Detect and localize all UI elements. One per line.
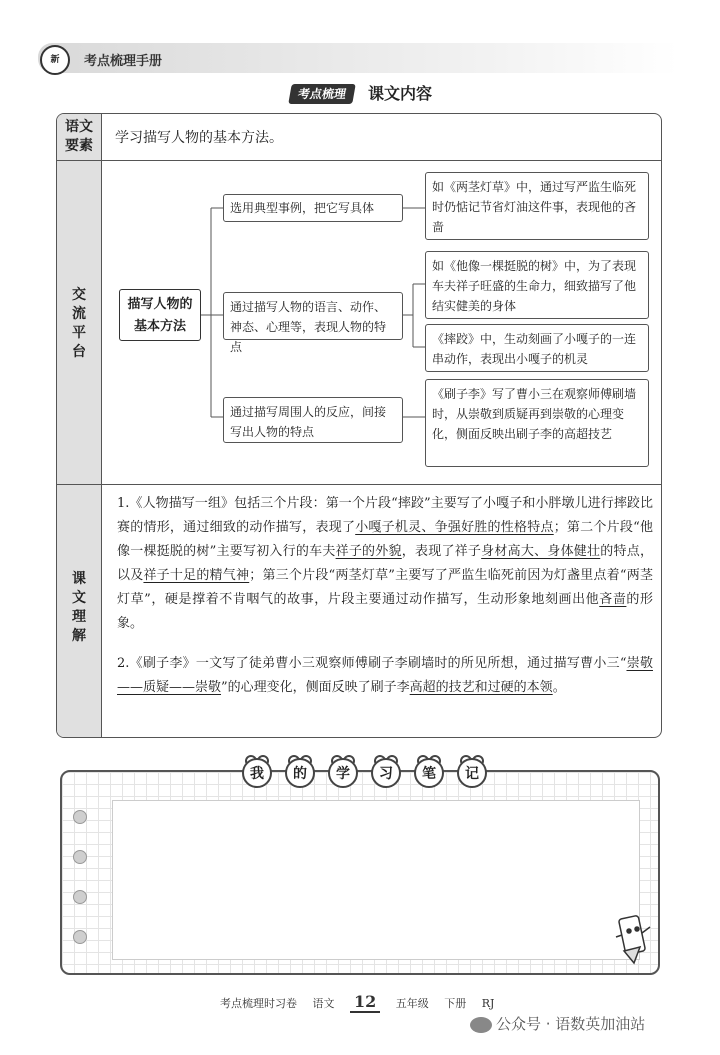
binder-ring-icon bbox=[73, 890, 87, 904]
label-line: 语文 bbox=[65, 119, 93, 135]
binder-ring-icon bbox=[73, 930, 87, 944]
page-footer bbox=[220, 992, 506, 1013]
mindmap-root bbox=[119, 289, 201, 341]
method-typical-example: 选用典型事例，把它写具体 bbox=[223, 194, 403, 222]
text: ，表现了祥子 bbox=[401, 544, 482, 559]
footer-book: 考点梳理时习卷 bbox=[220, 997, 297, 1010]
underlined-answer: 祥子十足的精气神 bbox=[143, 568, 250, 583]
text: ”的心理变化，侧面反映了刷子李 bbox=[221, 680, 410, 695]
comprehension-paragraph-1 bbox=[117, 492, 653, 636]
underlined-answer: 身材高大、身体健壮 bbox=[481, 544, 601, 559]
footer-subject: 语文 bbox=[312, 997, 335, 1010]
underlined-answer: 高超的技艺和过硬的本领 bbox=[409, 680, 553, 695]
study-notes-area bbox=[60, 766, 660, 975]
binder-ring-icon bbox=[73, 810, 87, 824]
label-line: 流 bbox=[72, 306, 86, 322]
section-tag: 考点梳理 bbox=[288, 84, 356, 104]
notes-title-char: 习 bbox=[371, 758, 401, 788]
row1-text: 学习描写人物的基本方法。 bbox=[115, 130, 283, 146]
example-tingtuo-de-shu: 如《他像一棵挺脱的树》中，为了表现车夫祥子旺盛的生命力，细致描写了他结实健美的身体 bbox=[425, 251, 649, 319]
row-label-kewen-lijie bbox=[57, 570, 101, 646]
watermark bbox=[470, 1013, 645, 1034]
notes-title-char: 我 bbox=[242, 758, 272, 788]
label-line: 文 bbox=[72, 590, 86, 606]
underlined-answer: 祥子的外貌 bbox=[335, 544, 402, 559]
label-line: 平 bbox=[72, 325, 86, 341]
example-shuazili: 《刷子李》写了曹小三在观察师傅刷墙时，从崇敬到质疑再到崇敬的心理变化，侧面反映出刷子李的高超技艺 bbox=[425, 379, 649, 467]
text: ；第二个片段“他像一棵挺脱的树”主要写初入行的车夫 bbox=[117, 520, 653, 559]
text: 的形象。 bbox=[117, 592, 653, 631]
pencil-mascot-icon bbox=[610, 907, 656, 967]
footer-edition: RJ bbox=[481, 997, 495, 1010]
root-line: 描写人物的 bbox=[127, 297, 193, 312]
publisher-logo: 新 bbox=[40, 45, 70, 75]
footer-grade: 五年级 bbox=[395, 997, 429, 1010]
text: 的特点，以及 bbox=[117, 544, 653, 583]
label-line: 交 bbox=[72, 287, 86, 303]
section-name: 课文内容 bbox=[368, 84, 433, 103]
footer-volume: 下册 bbox=[444, 997, 467, 1010]
label-line: 解 bbox=[72, 628, 86, 644]
text: 1.《人物描写一组》包括三个片段：第一个片段“摔跤”主要写了小嘎子和小胖墩儿进行摔跤比赛的情形，通过细致的动作描写，表现了 bbox=[117, 496, 653, 535]
label-line: 理 bbox=[72, 609, 86, 625]
text: 2.《刷子李》一文写了徒弟曹小三观察师傅刷子李刷墙时的所见所想，通过描写曹小三“ bbox=[117, 656, 627, 671]
example-shuaijiao: 《摔跤》中，生动刻画了小嘎子的一连串动作，表现出小嘎子的机灵 bbox=[425, 324, 649, 372]
notes-title-char: 笔 bbox=[414, 758, 444, 788]
underlined-answer: 小嘎子机灵、争强好胜的性格特点 bbox=[355, 520, 554, 535]
binder-ring-icon bbox=[73, 850, 87, 864]
underlined-answer: 吝啬 bbox=[599, 592, 627, 607]
notes-title-char: 记 bbox=[457, 758, 487, 788]
comprehension-paragraph-2 bbox=[117, 652, 653, 700]
notes-title-char: 学 bbox=[328, 758, 358, 788]
label-line: 台 bbox=[72, 344, 86, 360]
label-line: 课 bbox=[72, 571, 86, 587]
method-direct-description: 通过描写人物的语言、动作、神态、心理等，表现人物的特点 bbox=[223, 292, 403, 340]
notes-title-char: 的 bbox=[285, 758, 315, 788]
root-line: 基本方法 bbox=[133, 319, 186, 334]
underlined-answer: 崇敬——质疑——崇敬 bbox=[117, 656, 653, 695]
label-line: 要素 bbox=[65, 138, 93, 154]
notes-writing-area[interactable] bbox=[112, 800, 640, 960]
text: ；第三个片段“两茎灯草”主要写了严监生临死前因为灯盏里点着“两茎灯草”，硬是撑着不肯咽气的故事，片段主要通过动作描写，生动形象地刻画出他 bbox=[117, 568, 653, 607]
content-table bbox=[56, 113, 662, 738]
wechat-icon bbox=[470, 1017, 492, 1033]
header-title: 考点梳理手册 bbox=[84, 54, 163, 69]
page-number: 12 bbox=[350, 992, 380, 1013]
example-liangjing-dengcao: 如《两茎灯草》中，通过写严监生临死时仍惦记节省灯油这件事，表现他的吝啬 bbox=[425, 172, 649, 240]
watermark-text: 公众号 · 语数英加油站 bbox=[496, 1015, 646, 1033]
row-divider bbox=[57, 484, 661, 485]
text: 。 bbox=[552, 680, 566, 695]
method-indirect-reaction: 通过描写周围人的反应，间接写出人物的特点 bbox=[223, 397, 403, 443]
